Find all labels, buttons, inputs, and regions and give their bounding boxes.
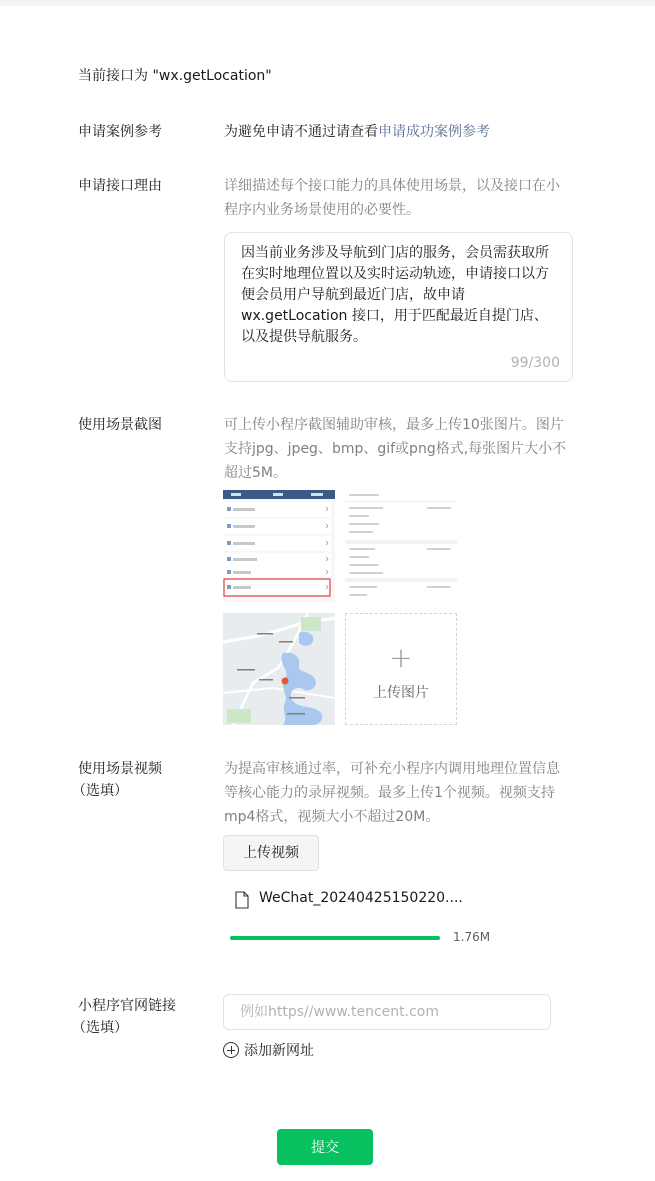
case-ref-link[interactable]: 申请成功案例参考	[378, 124, 490, 140]
reason-content-line: wx.getLocation 接口，用于匹配最近自提门店、	[241, 308, 548, 324]
video-label-line: 使用场景视频	[78, 761, 162, 777]
reason-hint	[224, 174, 584, 222]
video-label	[72, 758, 162, 802]
list-screenshot-image	[345, 490, 457, 602]
video-hint	[224, 757, 584, 829]
case-ref-text: 为避免申请不通过请查看	[224, 124, 378, 140]
reason-label: 申请接口理由	[78, 178, 162, 194]
screenshots-label: 使用场景截图	[78, 417, 162, 433]
reason-content-line: 以及提供导航服务。	[241, 329, 367, 345]
upload-image-button[interactable]	[345, 613, 457, 725]
add-url-button[interactable]	[223, 1040, 314, 1060]
upload-video-button[interactable]: 上传视频	[223, 835, 319, 871]
video-label-optional: （选填）	[72, 783, 128, 799]
reason-content-line: 在实时地理位置以及实时运动轨迹，申请接口以方	[241, 266, 549, 282]
file-icon	[235, 891, 249, 909]
top-bar	[0, 0, 655, 6]
case-ref-label: 申请案例参考	[78, 124, 162, 140]
reason-content-line: 因当前业务涉及导航到门店的服务，会员需获取所	[241, 245, 549, 261]
reason-hint-line: 详细描述每个接口能力的具体使用场景，以及接口在小	[224, 178, 560, 194]
reason-hint-line: 程序内业务场景使用的必要性。	[224, 202, 420, 218]
char-counter: 99/300	[510, 355, 560, 371]
website-label-line: 小程序官网链接	[78, 998, 176, 1014]
upload-progress-bar	[230, 936, 440, 940]
submit-button[interactable]: 提交	[277, 1129, 373, 1165]
video-file-name[interactable]: WeChat_20240425150220....	[259, 890, 463, 906]
screenshot-thumbnail-map[interactable]	[223, 613, 335, 725]
upload-image-label: 上传图片	[373, 685, 429, 701]
reason-content-line: 便会员用户导航到最近门店，故申请	[241, 287, 465, 303]
website-label-optional: （选填）	[72, 1020, 128, 1036]
screenshot-thumbnail-list[interactable]	[345, 490, 457, 602]
screenshots-hint-line: 支持jpg、jpeg、bmp、gif或png格式,每张图片大小不	[224, 441, 567, 457]
screenshot-thumbnail-menu[interactable]	[223, 490, 335, 602]
plus-circle-icon	[223, 1042, 239, 1058]
upload-progress-fill	[230, 936, 440, 940]
add-url-label: 添加新网址	[244, 1043, 314, 1059]
plus-icon: +	[389, 641, 413, 674]
reason-textarea[interactable]	[224, 232, 573, 382]
website-url-input[interactable]	[223, 994, 551, 1030]
reason-content	[241, 243, 561, 348]
screenshots-hint	[224, 413, 584, 485]
case-ref-row	[224, 121, 490, 143]
menu-screenshot-image	[223, 490, 335, 602]
video-hint-line: mp4格式，视频大小不超过20M。	[224, 809, 440, 825]
video-hint-line: 为提高审核通过率，可补充小程序内调用地理位置信息	[224, 761, 560, 777]
video-hint-line: 等核心能力的录屏视频。最多上传1个视频。视频支持	[224, 785, 555, 801]
website-label	[72, 995, 176, 1039]
screenshots-hint-line: 超过5M。	[224, 465, 287, 481]
map-screenshot-image	[223, 613, 335, 725]
video-file-size: 1.76M	[453, 930, 491, 944]
current-api-title: 当前接口为 "wx.getLocation"	[78, 68, 272, 84]
screenshots-hint-line: 可上传小程序截图辅助审核，最多上传10张图片。图片	[224, 417, 564, 433]
